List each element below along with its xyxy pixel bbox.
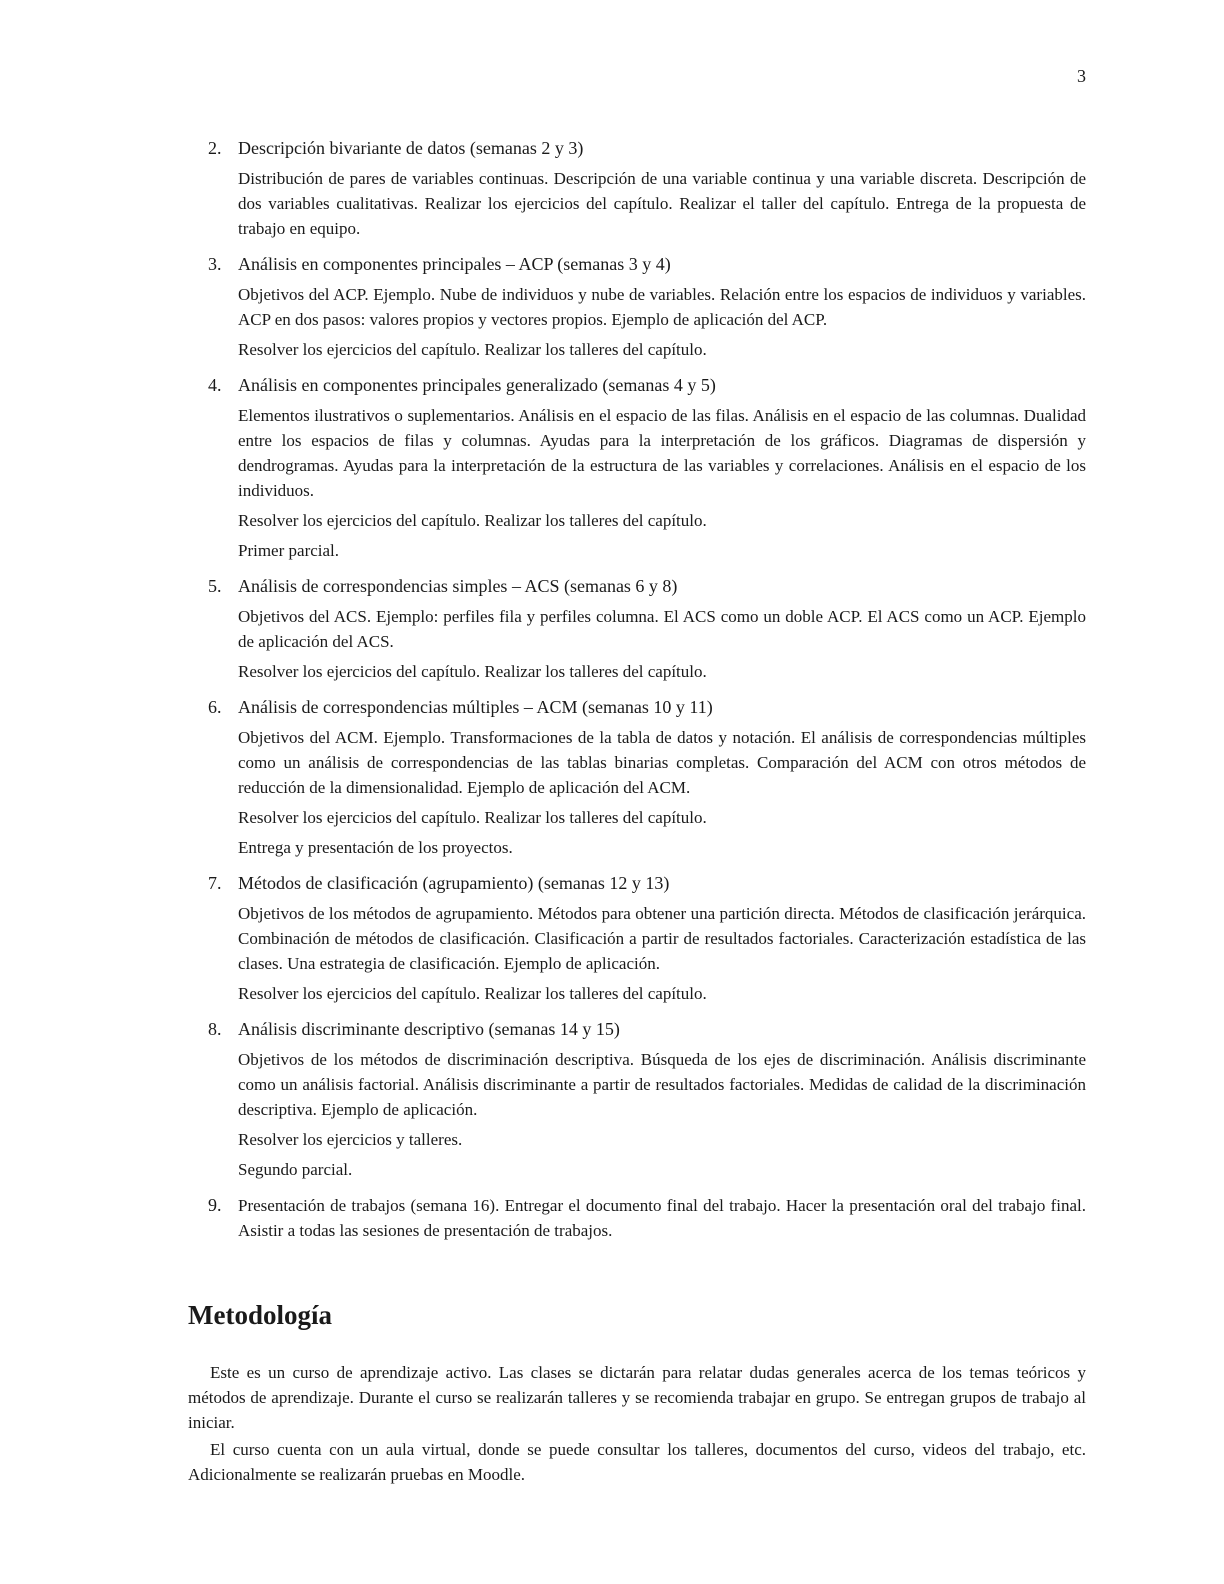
page-number: 3 — [1077, 66, 1086, 86]
list-item — [205, 136, 1086, 241]
item-paragraph: Elementos ilustrativos o suplementarios. Análisis en el espacio de las filas. Análisis en el espacio de las columnas. Dualidad entre los espacios de filas y columnas. Ayudas para la interpretación de los gráficos. Diagramas de dispersión y dendrogramas. Ayudas para la interpretación de la estructura de las variables y correlaciones. Análisis en el espacio de los individuos. — [238, 406, 1086, 500]
item-paragraph: Objetivos de los métodos de agrupamiento. Métodos para obtener una partición directa. Métodos de clasificación jerárquica. Combinación de métodos de clasificación. Clasificación a partir de resultados factoriales. Caracterización estadística de las clases. Una estrategia de clasificación. Ejemplo de aplicación. — [238, 904, 1086, 973]
item-title: Análisis en componentes principales generalizado (semanas 4 y 5) — [238, 375, 716, 395]
item-title: Análisis en componentes principales – ACP (semanas 3 y 4) — [238, 254, 671, 274]
list-item — [205, 1017, 1086, 1182]
item-title: Análisis discriminante descriptivo (semanas 14 y 15) — [238, 1019, 620, 1039]
item-paragraph — [238, 1193, 1086, 1243]
list-item — [205, 252, 1086, 362]
list-item — [205, 1193, 1086, 1243]
item-paragraph: Resolver los ejercicios del capítulo. Realizar los talleres del capítulo. — [238, 511, 707, 530]
item-paragraph: Resolver los ejercicios del capítulo. Realizar los talleres del capítulo. — [238, 340, 707, 359]
item-title: Métodos de clasificación (agrupamiento) (semanas 12 y 13) — [238, 873, 670, 893]
item-paragraph: Primer parcial. — [238, 541, 340, 560]
item-paragraph: Resolver los ejercicios del capítulo. Realizar los talleres del capítulo. — [238, 984, 707, 1003]
item-title: Descripción bivariante de datos (semanas 2 y 3) — [238, 138, 584, 158]
item-title: Análisis de correspondencias múltiples – ACM (semanas 10 y 11) — [238, 697, 713, 717]
item-paragraph: Distribución de pares de variables continuas. Descripción de una variable continua y una variable discreta. Descripción de dos variables cualitativas. Realizar los ejercicios del capítulo. Realizar el taller del capítulo. Entrega de la propuesta de trabajo en equipo. — [238, 169, 1086, 238]
item-title: Presentación de trabajos (semana 16). — [238, 1196, 500, 1215]
methodology-paragraph: Este es un curso de aprendizaje activo. Las clases se dictarán para relatar dudas generales acerca de los temas teóricos y métodos de aprendizaje. Durante el curso se realizarán talleres y se recomienda trabajar en grupo. Se entregan grupos de trabajo al iniciar. — [188, 1363, 1086, 1432]
item-number: 7. — [208, 873, 222, 893]
item-paragraph: Segundo parcial. — [238, 1160, 353, 1179]
list-item — [205, 871, 1086, 1006]
list-item — [205, 574, 1086, 684]
item-number: 6. — [208, 697, 222, 717]
item-title: Análisis de correspondencias simples – ACS (semanas 6 y 8) — [238, 576, 678, 596]
item-number: 4. — [208, 375, 222, 395]
item-paragraph: Entrega y presentación de los proyectos. — [238, 838, 513, 857]
methodology-paragraph: El curso cuenta con un aula virtual, donde se puede consultar los talleres, documentos del curso, videos del trabajo, etc. Adicionalmente se realizarán pruebas en Moodle. — [188, 1440, 1086, 1484]
list-item — [205, 695, 1086, 860]
item-paragraph: Objetivos del ACM. Ejemplo. Transformaciones de la tabla de datos y notación. El análisis de correspondencias múltiples como un análisis de correspondencias de las tablas binarias completas. Comparación del ACM con otros métodos de reducción de la dimensionalidad. Ejemplo de aplicación del ACM. — [238, 728, 1086, 797]
item-number: 8. — [208, 1019, 222, 1039]
item-paragraph: Objetivos del ACP. Ejemplo. Nube de individuos y nube de variables. Relación entre los espacios de individuos y variables. ACP en dos pasos: valores propios y vectores propios. Ejemplo de aplicación del ACP. — [238, 285, 1086, 329]
item-paragraph: Objetivos de los métodos de discriminación descriptiva. Búsqueda de los ejes de discriminación. Análisis discriminante como un análisis factorial. Análisis discriminante a partir de resultados factoriales. Medidas de calidad de la discriminación descriptiva. Ejemplo de aplicación. — [238, 1050, 1086, 1119]
item-number: 2. — [208, 138, 222, 158]
item-paragraph: Resolver los ejercicios del capítulo. Realizar los talleres del capítulo. — [238, 662, 707, 681]
list-item — [205, 373, 1086, 563]
methodology-heading: Metodología — [188, 1300, 332, 1330]
item-number: 5. — [208, 576, 222, 596]
item-paragraph: Objetivos del ACS. Ejemplo: perfiles fila y perfiles columna. El ACS como un doble ACP. El ACS como un ACP. Ejemplo de aplicación del ACS. — [238, 607, 1086, 651]
item-number: 9. — [208, 1195, 222, 1215]
item-number: 3. — [208, 254, 222, 274]
syllabus-list — [205, 136, 1086, 1254]
item-inline-text: Entregar el documento final del trabajo. Hacer la presentación oral del trabajo final. Asistir a todas las sesiones de presentación de trabajos. — [238, 1196, 1086, 1240]
item-paragraph: Resolver los ejercicios del capítulo. Realizar los talleres del capítulo. — [238, 808, 707, 827]
item-paragraph: Resolver los ejercicios y talleres. — [238, 1130, 463, 1149]
